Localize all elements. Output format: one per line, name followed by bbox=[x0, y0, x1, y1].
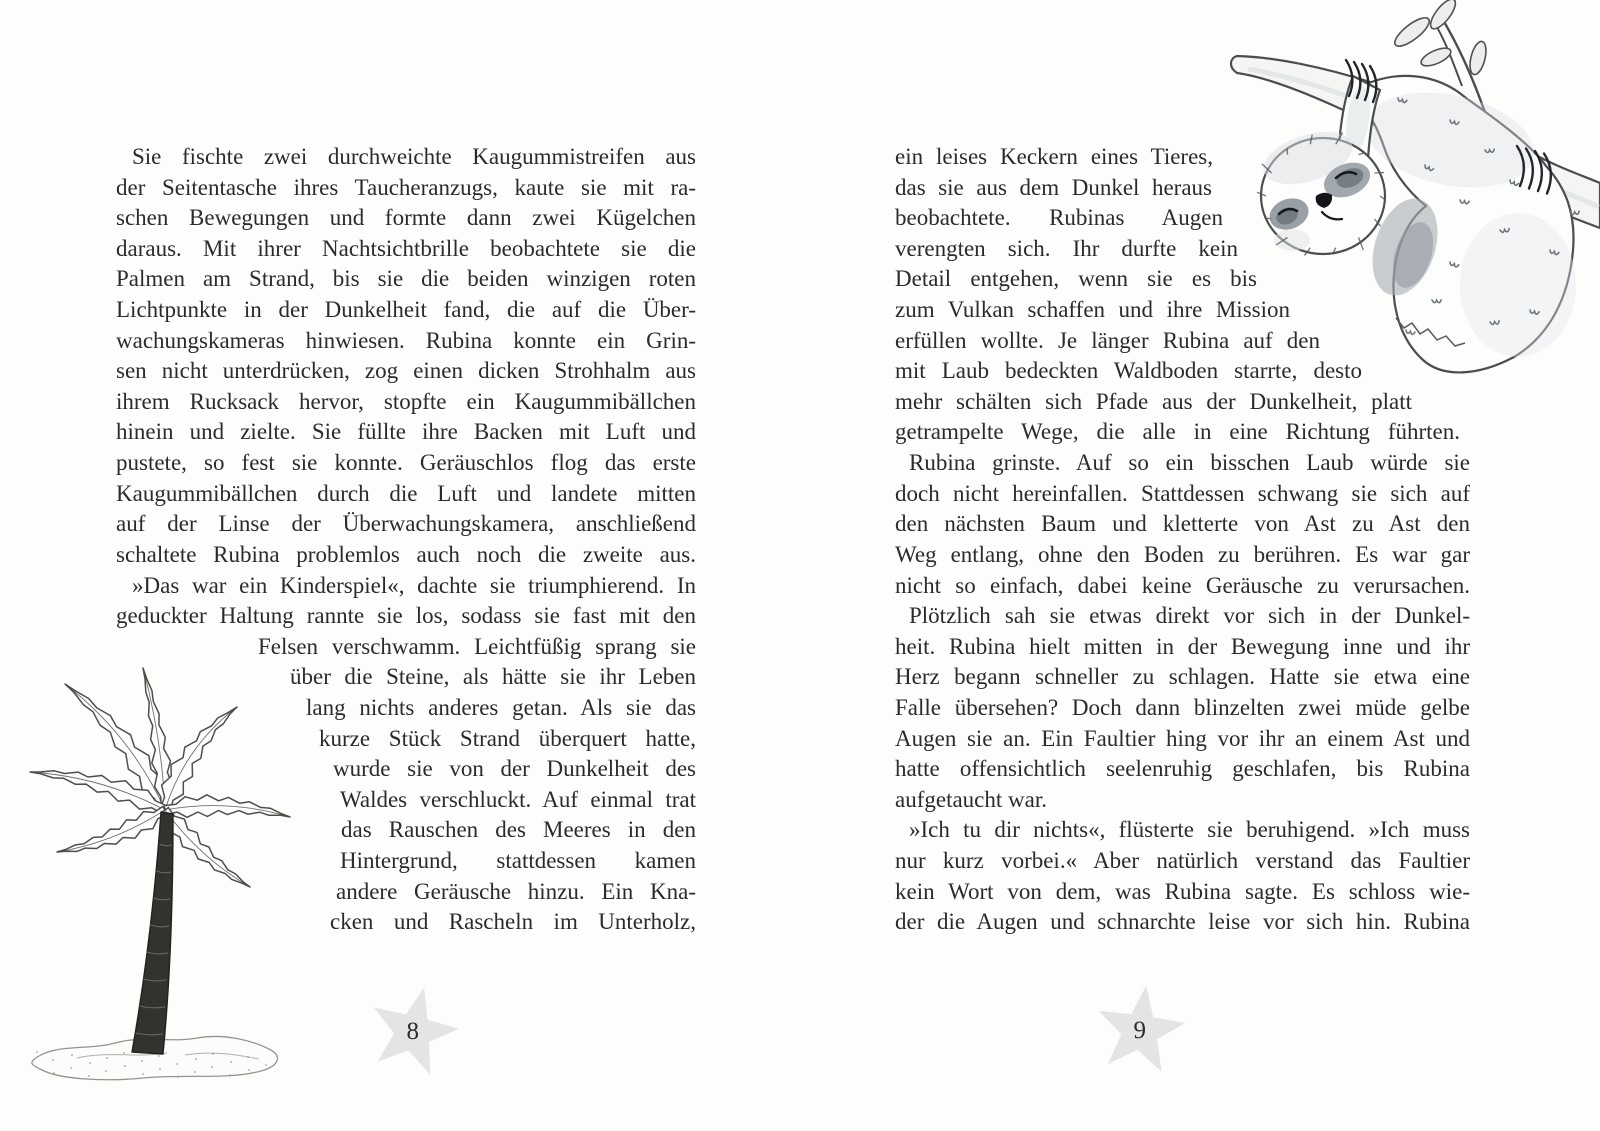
text-line: lang nichts anderes getan. Als sie das bbox=[306, 694, 696, 720]
text-line: doch nicht hereinfallen. Stattdessen schwang sie sich auf bbox=[895, 480, 1470, 506]
text-line: Augen sie an. Ein Faultier hing vor ihr an einem Ast und bbox=[895, 725, 1470, 751]
text-line: Sie fischte zwei durchweichte Kaugummistreifen aus bbox=[132, 144, 696, 169]
text-line: Rubina grinste. Auf so ein bisschen Laub würde sie bbox=[909, 450, 1470, 476]
text-line: Herz begann schneller zu schlagen. Hatte sie etwa eine bbox=[895, 664, 1470, 690]
text-line: erfüllen wollte. Je länger Rubina auf den bbox=[895, 327, 1320, 353]
text-line: Detail entgehen, wenn sie es bis bbox=[895, 266, 1257, 292]
text-line: Plötzlich sah sie etwas direkt vor sich in der Dunkel- bbox=[909, 603, 1470, 629]
text-line: schaltete Rubina problemlos auch noch die zweite aus. bbox=[116, 541, 696, 567]
text-line: »Das war ein Kinderspiel«, dachte sie triumphierend. In bbox=[132, 572, 696, 598]
text-line: andere Geräusche hinzu. Ein Kna- bbox=[336, 878, 696, 904]
text-line: ein leises Keckern eines Tieres, bbox=[895, 144, 1213, 169]
text-line: der die Augen und schnarchte leise vor sich hin. Rubina bbox=[895, 909, 1470, 935]
text-line: cken und Rascheln im Unterholz, bbox=[330, 909, 696, 935]
text-line: sen nicht unterdrücken, zog einen dicken Strohhalm aus bbox=[116, 358, 696, 384]
text-line: schen Bewegungen und formte dann zwei Kügelchen bbox=[116, 205, 696, 231]
text-line: Felsen verschwamm. Leichtfüßig sprang sie bbox=[258, 633, 696, 659]
text-line: der Seitentasche ihres Taucheranzugs, kaute sie mit ra- bbox=[116, 174, 696, 200]
text-line: getrampelte Wege, die alle in eine Richtung führten. bbox=[895, 419, 1460, 445]
text-line: hinein und zielte. Sie füllte ihre Backen mit Luft und bbox=[116, 419, 696, 445]
text-line: Waldes verschluckt. Auf einmal trat bbox=[340, 786, 696, 812]
text-line: aufgetaucht war. bbox=[895, 786, 1047, 812]
text-line: auf der Linse der Überwachungskamera, anschließend bbox=[116, 511, 696, 537]
text-line: heit. Rubina hielt mitten in der Bewegung inne und ihr bbox=[895, 633, 1470, 659]
text-line: über die Steine, als hätte sie ihr Leben bbox=[290, 664, 696, 690]
left-page-text bbox=[116, 142, 696, 938]
text-line: mit Laub bedeckten Waldboden starrte, desto bbox=[895, 358, 1362, 384]
text-line: verengten sich. Ihr durfte kein bbox=[895, 235, 1238, 261]
text-line: das Rauschen des Meeres in den bbox=[341, 817, 696, 843]
text-line: pustete, so fest sie konnte. Geräuschlos flog das erste bbox=[116, 450, 696, 476]
text-line: hatte offensichtlich seelenruhig geschlafen, bis Rubina bbox=[895, 756, 1470, 782]
page-number-left: 8 bbox=[406, 1018, 420, 1045]
text-line: ihrem Rucksack hervor, stopfte ein Kaugummibällchen bbox=[116, 388, 696, 414]
text-line: »Ich tu dir nichts«, flüsterte sie beruhigend. »Ich muss bbox=[909, 817, 1470, 843]
text-line: das sie aus dem Dunkel heraus bbox=[895, 174, 1212, 200]
text-line: daraus. Mit ihrer Nachtsichtbrille beobachtete sie die bbox=[116, 235, 696, 261]
text-line: beobachtete. Rubinas Augen bbox=[895, 205, 1223, 231]
text-line: nur kurz vorbei.« Aber natürlich verstand das Faultier bbox=[895, 848, 1470, 874]
text-line: Hintergrund, stattdessen kamen bbox=[340, 848, 696, 874]
text-line: nicht so einfach, dabei keine Geräusche zu verursachen. bbox=[895, 572, 1470, 598]
text-line: wachungskameras hinwiesen. Rubina konnte ein Grin- bbox=[116, 327, 696, 353]
text-line: kein Wort von dem, was Rubina sagte. Es schloss wie- bbox=[895, 878, 1470, 904]
right-page-text bbox=[895, 142, 1470, 938]
text-line: Weg entlang, ohne den Boden zu berühren. Es war gar bbox=[895, 541, 1470, 567]
text-line: wurde sie von der Dunkelheit des bbox=[333, 756, 696, 782]
text-line: Palmen am Strand, bis sie die beiden winzigen roten bbox=[116, 266, 696, 292]
text-line: mehr schälten sich Pfade aus der Dunkelheit, platt bbox=[895, 388, 1412, 414]
text-line: kurze Stück Strand überquert hatte, bbox=[319, 725, 696, 751]
text-line: den nächsten Baum und kletterte von Ast zu Ast den bbox=[895, 511, 1470, 537]
text-line: Falle übersehen? Doch dann blinzelten zwei müde gelbe bbox=[895, 694, 1470, 720]
text-line: Lichtpunkte in der Dunkelheit fand, die auf die Über- bbox=[116, 297, 696, 323]
text-line: zum Vulkan schaffen und ihre Mission bbox=[895, 297, 1290, 323]
page-number-right: 9 bbox=[1133, 1017, 1147, 1044]
text-line: geduckter Haltung rannte sie los, sodass sie fast mit den bbox=[116, 603, 696, 629]
text-line: Kaugummibällchen durch die Luft und landete mitten bbox=[116, 480, 696, 506]
